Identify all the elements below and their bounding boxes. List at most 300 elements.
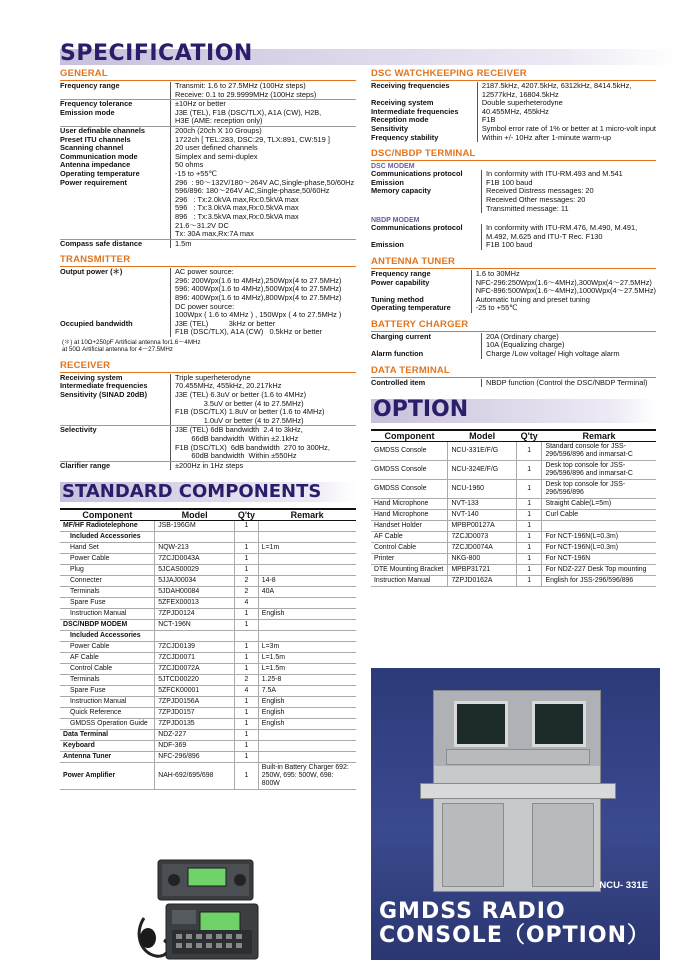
qty-cell: 1	[235, 730, 259, 741]
qty-cell: 2	[235, 675, 259, 686]
spec-key: Charging current	[371, 331, 431, 341]
remark-cell	[258, 741, 356, 752]
table-row	[371, 543, 656, 554]
spec-value-line: J3E (TEL) 6.3uV or better (1.6 to 4MHz)	[175, 390, 307, 400]
qty-cell: 1	[235, 543, 259, 554]
component-cell: DSC/NBDP MODEM	[60, 620, 155, 631]
spec-value	[482, 224, 657, 241]
spec-value-line: J3E (TEL), F1B (DSC/TLX), A1A (CW), H2B,	[175, 107, 322, 117]
spec-value-line: 70.455MHz, 455kHz, 20.217kHz	[175, 381, 282, 391]
table-row	[60, 675, 356, 686]
qty-cell: 4	[235, 686, 259, 697]
spec-value	[171, 179, 357, 240]
component-cell: GMDSS Operation Guide	[60, 719, 155, 730]
model-cell: NAH-692/695/698	[155, 763, 235, 790]
note-line: (＊) at 10Ω+250pF Artificial antenna for1.6～4MHz	[62, 339, 201, 347]
remark-cell: Desk top console for JSS-296/596/896	[542, 480, 656, 499]
component-cell: Hand Microphone	[371, 510, 448, 521]
spec-key: Compass safe distance	[60, 238, 143, 248]
table-row	[371, 461, 656, 480]
spec-value-line: J3E (TEL) 3kHz or better	[175, 318, 276, 328]
table-row	[60, 565, 356, 576]
remark-cell	[258, 620, 356, 631]
spec-key: Emission mode	[60, 109, 171, 127]
remark-cell: L=1.5m	[258, 653, 356, 664]
spec-row	[60, 391, 356, 426]
spec-value	[171, 426, 357, 461]
component-cell: GMDSS Console	[371, 461, 448, 480]
spec-value-line: -25 to +55℃	[475, 303, 518, 313]
spec-key: Sensitivity (SINAD 20dB)	[60, 391, 171, 426]
remark-cell	[258, 532, 356, 543]
column-header: Remark	[542, 430, 656, 442]
column-header: Model	[448, 430, 516, 442]
section-dsc-nbdp	[371, 148, 656, 250]
remark-cell: 7.5A	[258, 686, 356, 697]
model-cell: 7ZPJD0157	[155, 708, 235, 719]
spec-key: Occupied bandwidth	[60, 318, 133, 328]
spec-value-line: 596: 400Wpx(1.6 to 4MHz),500Wpx(4 to 27.5MHz)	[175, 284, 342, 294]
remark-cell: Standard console for JSS-296/596/896 and inmarsat-C	[542, 442, 656, 461]
component-cell: Connecter	[60, 576, 155, 587]
remark-cell: English	[258, 719, 356, 730]
model-cell: NFC-296/896	[155, 752, 235, 763]
standard-components-title-block	[60, 478, 356, 504]
spec-value-line: 296 : 90～132V/180～264V AC,Single-phase,50/60Hz	[175, 177, 355, 187]
component-cell: AF Cable	[60, 653, 155, 664]
model-cell	[155, 532, 235, 543]
qty-cell: 1	[235, 521, 259, 532]
spec-key: Antenna impedance	[60, 160, 131, 170]
spec-value	[171, 268, 357, 320]
antenna-tuner-heading: ANTENNA TUNER	[371, 256, 656, 269]
spec-value-line: F1B (DSC/TLX), A1A (CW) 0.5kHz or better	[175, 327, 323, 337]
model-cell: 5JJAJ00034	[155, 576, 235, 587]
console-monitor-right	[532, 701, 586, 747]
table-row	[371, 442, 656, 461]
remark-cell	[258, 752, 356, 763]
table-row	[60, 576, 356, 587]
remark-cell	[258, 730, 356, 741]
qty-cell: 1	[235, 642, 259, 653]
spec-key: User definable channels	[60, 125, 146, 135]
spec-value-line: 596/896: 180～264V AC,Single-phase,50/60Hz	[175, 186, 330, 196]
table-row	[60, 752, 356, 763]
spec-value-line: NFC-296:250Wpx(1.6～4MHz),300Wpx(4～27.5MHz)	[475, 277, 652, 287]
component-cell: Hand Microphone	[371, 499, 448, 510]
table-header-row	[60, 509, 356, 521]
option-title-block	[371, 395, 656, 425]
nbdp-modem-subheading: NBDP MODEM	[371, 217, 420, 225]
model-cell: 5JTCD00220	[155, 675, 235, 686]
dsc-receiver-heading: DSC WATCHKEEPING RECEIVER	[371, 68, 656, 81]
section-battery-charger	[371, 319, 656, 359]
spec-value	[171, 82, 357, 100]
qty-cell: 2	[235, 576, 259, 587]
spec-key: Frequency range	[371, 268, 431, 278]
spec-value-line: 3.5uV or better (4 to 27.5MHz)	[175, 398, 304, 408]
spec-row	[371, 350, 656, 359]
spec-value-line: Transmitted message: 11	[486, 203, 569, 213]
model-cell: NDF-369	[155, 741, 235, 752]
component-cell: Included Accessories	[60, 532, 155, 543]
qty-cell: 1	[516, 554, 542, 565]
model-cell: NCU-324E/F/G	[448, 461, 516, 480]
model-cell: 7ZCJD0073	[448, 532, 516, 543]
spec-value-line: M.492, M.625 and ITU-T Rec. F130	[486, 231, 603, 241]
left-column	[60, 68, 356, 790]
table-row	[371, 532, 656, 543]
table-row	[60, 730, 356, 741]
spec-key: Tuning method	[371, 294, 424, 304]
qty-cell: 1	[235, 565, 259, 576]
spec-value-line: Received Distress messages: 20	[486, 186, 594, 196]
section-dsc-receiver	[371, 68, 656, 142]
qty-cell: 1	[235, 708, 259, 719]
model-cell: NVT-140	[448, 510, 516, 521]
battery-charger-table	[371, 333, 656, 359]
spec-value-line: J3E (TEL) 6dB bandwidth 2.4 to 3kHz,	[175, 425, 303, 435]
spec-row	[60, 320, 356, 337]
console-monitor-left	[454, 701, 508, 747]
spec-row	[371, 134, 656, 143]
spec-value-line: 1.6 to 30MHz	[475, 268, 520, 278]
spec-key: Reception mode	[371, 115, 429, 125]
spec-key: Sensitivity	[371, 123, 408, 133]
table-row	[371, 565, 656, 576]
remark-cell: For NCT-196N(L=0.3m)	[542, 532, 656, 543]
table-row	[371, 576, 656, 587]
spec-value-line: H3E (AME: reception only)	[175, 116, 263, 126]
spec-value-line: NFC-896:500Wpx(1.6～4MHz),1000Wpx(4～27.5MHz)	[475, 286, 656, 296]
general-heading: GENERAL	[60, 68, 356, 81]
console-desk	[420, 783, 616, 799]
model-cell: NCT-196N	[155, 620, 235, 631]
dsc-modem-table	[371, 170, 656, 213]
component-cell: Keyboard	[60, 741, 155, 752]
spec-value-line: ±10Hz or better	[175, 99, 226, 109]
component-cell: MF/HF Radiotelephone	[60, 521, 155, 532]
spec-row	[371, 187, 656, 213]
spec-key: Communication mode	[60, 151, 138, 161]
table-row	[60, 664, 356, 675]
spec-value	[171, 109, 357, 127]
spec-value-line: 1.5m	[175, 238, 192, 248]
qty-cell: 1	[235, 609, 259, 620]
model-cell: NDZ-227	[155, 730, 235, 741]
section-general	[60, 68, 356, 248]
column-header: Component	[60, 509, 155, 521]
remark-cell: Curl Cable	[542, 510, 656, 521]
table-row	[371, 510, 656, 521]
section-data-terminal	[371, 365, 656, 388]
model-cell	[155, 631, 235, 642]
model-cell: NCU-1960	[448, 480, 516, 499]
dsc-nbdp-heading: DSC/NBDP TERMINAL	[371, 148, 656, 161]
spec-value	[477, 82, 656, 99]
remark-cell: 14-8	[258, 576, 356, 587]
table-row	[60, 587, 356, 598]
spec-row	[371, 333, 656, 350]
spec-value	[482, 350, 657, 359]
qty-cell: 1	[235, 741, 259, 752]
column-header: Q'ty	[516, 430, 542, 442]
spec-key: Frequency tolerance	[60, 99, 133, 109]
model-cell: 7ZPJD0124	[155, 609, 235, 620]
qty-cell: 1	[516, 480, 542, 499]
component-cell: GMDSS Console	[371, 442, 448, 461]
spec-key: Frequency range	[60, 82, 171, 100]
spec-value-line: Simplex and semi-duplex	[175, 151, 258, 161]
component-cell: GMDSS Console	[371, 480, 448, 499]
qty-cell: 1	[235, 763, 259, 790]
table-row	[60, 631, 356, 642]
column-header: Q'ty	[235, 509, 259, 521]
remark-cell: 40A	[258, 587, 356, 598]
model-cell: NQW-213	[155, 543, 235, 554]
column-header: Remark	[258, 509, 356, 521]
model-cell: JSB-196GM	[155, 521, 235, 532]
console-photo	[371, 668, 660, 960]
console-image	[433, 690, 601, 892]
spec-key: Intermediate frequencies	[60, 381, 148, 391]
standard-components-table	[60, 508, 356, 790]
spec-row	[371, 304, 656, 313]
spec-value-line: ±200Hz in 1Hz steps	[175, 460, 244, 470]
spec-key: Alarm function	[371, 349, 424, 359]
table-row	[60, 598, 356, 609]
standard-components-title: STANDARD COMPONENTS	[62, 481, 322, 503]
model-cell: 5ZFEX00013	[155, 598, 235, 609]
remark-cell: Desk top console for JSS-296/596/896 and inmarsat-C	[542, 461, 656, 480]
spec-value-line: Transmit: 1.6 to 27.5MHz (100Hz steps)	[175, 81, 306, 90]
spec-value-line: 1722ch [ TEL:283, DSC:29, TLX:891, CW:519 ]	[175, 134, 330, 144]
right-column	[371, 68, 656, 587]
spec-value	[482, 241, 657, 250]
spec-row	[371, 379, 656, 388]
model-cell: 7ZPJD0156A	[155, 697, 235, 708]
spec-key: Receiving system	[60, 372, 123, 382]
component-cell: Quick Reference	[60, 708, 155, 719]
table-row	[60, 697, 356, 708]
spec-key: Receiving system	[371, 98, 434, 108]
spec-row	[371, 279, 656, 296]
receiver-table	[60, 374, 356, 471]
column-header: Model	[155, 509, 235, 521]
spec-key: Scanning channel	[60, 143, 124, 153]
spec-value-line: F1B (DSC/TLX) 6dB bandwidth 270 to 300Hz,	[175, 442, 330, 452]
spec-value-line: Automatic tuning and preset tuning	[475, 294, 590, 304]
spec-value-line: 50 ohms	[175, 160, 204, 170]
table-row	[371, 521, 656, 532]
table-row	[60, 532, 356, 543]
remark-cell: English	[258, 708, 356, 719]
spec-value-line: Received Other messages: 20	[486, 194, 586, 204]
section-antenna-tuner	[371, 256, 656, 313]
table-row	[60, 763, 356, 790]
table-row	[60, 719, 356, 730]
qty-cell: 1	[516, 532, 542, 543]
qty-cell: 1	[516, 461, 542, 480]
model-cell: NKG-800	[448, 554, 516, 565]
spec-value-line: 896 : Tx:3.5kVA max,Rx:0.5kVA max	[175, 211, 299, 221]
component-cell: Control Cable	[371, 543, 448, 554]
qty-cell	[235, 532, 259, 543]
console-cabinet-left	[442, 803, 504, 887]
qty-cell: 1	[235, 620, 259, 631]
remark-cell	[258, 554, 356, 565]
console-title	[379, 900, 650, 948]
console-cabinet-right	[532, 803, 594, 887]
spec-value-line: Receive: 0.1 to 29.9999MHz (100Hz steps)	[175, 89, 317, 99]
component-cell: Handset Holder	[371, 521, 448, 532]
spec-value-line: 21.6～31.2V DC	[175, 220, 229, 230]
spec-value-line: In conformity with ITU-RM.476, M.490, M.491,	[486, 223, 638, 233]
qty-cell: 1	[516, 565, 542, 576]
remark-cell: Built-in Battery Charger 692: 250W, 695: 500W, 698: 800W	[258, 763, 356, 790]
qty-cell: 1	[235, 719, 259, 730]
spec-value	[471, 279, 656, 296]
spec-value-line: 60dB bandwidth Within ±550Hz	[175, 451, 297, 461]
remark-cell: Straight Cable(L=5m)	[542, 499, 656, 510]
qty-cell: 2	[235, 587, 259, 598]
console-title-line-2: CONSOLE（OPTION）	[379, 923, 650, 948]
spec-value-line: 10A (Equalizing charge)	[486, 340, 565, 350]
remark-cell: For NCT-196N	[542, 554, 656, 565]
spec-row	[371, 241, 656, 250]
qty-cell: 1	[235, 554, 259, 565]
spec-value-line: Double superheterodyne	[481, 98, 563, 108]
model-cell: NVT-133	[448, 499, 516, 510]
spec-value-line: F1B 100 baud	[486, 177, 533, 187]
spec-value	[482, 333, 657, 350]
antenna-tuner-table	[371, 270, 656, 313]
spec-row	[60, 461, 356, 470]
spec-row	[60, 239, 356, 248]
spec-key: Preset ITU channels	[60, 134, 131, 144]
remark-cell: For NDZ-227 Desk Top mounting	[542, 565, 656, 576]
spec-value-line: 200ch (20ch X 10 Groups)	[175, 125, 262, 135]
model-cell: MPBP00127A	[448, 521, 516, 532]
spec-value-line: AC power source:	[175, 267, 234, 277]
component-cell: Spare Fuse	[60, 598, 155, 609]
spec-value	[477, 134, 656, 143]
remark-cell: English for JSS-296/596/896	[542, 576, 656, 587]
page-title: SPECIFICATION	[60, 41, 253, 66]
spec-value-line: Tx: 30A max,Rx:7A max	[175, 229, 254, 239]
spec-key: Operating temperature	[60, 168, 140, 178]
table-row	[60, 686, 356, 697]
spec-key: Controlled item	[371, 377, 426, 387]
section-receiver	[60, 360, 356, 471]
spec-value-line: In conformity with ITU-RM.493 and M.541	[486, 169, 623, 179]
spec-value-line: Within +/- 10Hz after 1-minute warm-up	[481, 132, 612, 142]
spec-value-line: Triple superheterodyne	[175, 372, 251, 382]
spec-value-line: 12577kHz, 16804.5kHz	[481, 89, 559, 99]
component-cell: Data Terminal	[60, 730, 155, 741]
spec-value	[171, 391, 357, 426]
spec-value	[482, 187, 657, 213]
remark-cell: English	[258, 609, 356, 620]
data-terminal-table	[371, 379, 656, 388]
qty-cell: 1	[516, 510, 542, 521]
component-cell: Power Cable	[60, 642, 155, 653]
component-cell: Terminals	[60, 587, 155, 598]
remark-cell: L=1.5m	[258, 664, 356, 675]
spec-row	[60, 109, 356, 127]
console-model-label: NCU- 331E	[599, 880, 648, 891]
transmitter-note	[60, 339, 356, 354]
spec-key: Communications protocol	[371, 169, 463, 179]
general-table	[60, 82, 356, 248]
spec-key: Frequency stability	[371, 132, 439, 142]
remark-cell: 1.25-8	[258, 675, 356, 686]
component-cell: Instruction Manual	[371, 576, 448, 587]
table-header-row	[371, 430, 656, 442]
spec-value-line: 296 : Tx:2.0kVA max,Rx:0.5kVA max	[175, 194, 299, 204]
spec-row	[371, 224, 656, 241]
component-cell: DTE Mounting Bracket	[371, 565, 448, 576]
spec-value-line: Charge /Low voltage/ High voltage alarm	[486, 349, 620, 359]
component-cell: Control Cable	[60, 664, 155, 675]
table-row	[60, 521, 356, 532]
qty-cell: 1	[516, 442, 542, 461]
spec-row	[371, 82, 656, 99]
data-terminal-heading: DATA TERMINAL	[371, 365, 656, 378]
spec-value-line: Symbol error rate of 1% or better at 1 micro-volt input	[481, 123, 656, 133]
remark-cell	[258, 598, 356, 609]
battery-charger-heading: BATTERY CHARGER	[371, 319, 656, 332]
transmitter-table	[60, 268, 356, 337]
qty-cell: 1	[516, 521, 542, 532]
spec-row	[60, 268, 356, 320]
nbdp-modem-table	[371, 224, 656, 250]
spec-value-line: 20A (Ordinary charge)	[486, 331, 559, 341]
remark-cell	[542, 521, 656, 532]
console-title-line-1: GMDSS RADIO	[379, 899, 566, 924]
remark-cell	[258, 631, 356, 642]
component-cell: Included Accessories	[60, 631, 155, 642]
column-header: Component	[371, 430, 448, 442]
component-cell: Plug	[60, 565, 155, 576]
table-row	[60, 609, 356, 620]
spec-value-line: F1B 100 baud	[486, 240, 533, 250]
qty-cell	[235, 631, 259, 642]
qty-cell: 1	[235, 752, 259, 763]
table-row	[60, 653, 356, 664]
spec-value-line: 40.455MHz, 455kHz	[481, 106, 549, 116]
model-cell: NCU-331E/F/G	[448, 442, 516, 461]
component-cell: AF Cable	[371, 532, 448, 543]
model-cell: 7ZCJD0139	[155, 642, 235, 653]
remark-cell	[258, 565, 356, 576]
option-table	[371, 429, 656, 587]
spec-value-line: 296: 200Wpx(1.6 to 4MHz),250Wpx(4 to 27.5MHz)	[175, 275, 342, 285]
table-row	[371, 480, 656, 499]
table-row	[60, 554, 356, 565]
component-cell: Spare Fuse	[60, 686, 155, 697]
component-cell: Power Cable	[60, 554, 155, 565]
spec-value-line: 100Wpx ( 1.6 to 4MHz ) , 150Wpx ( 4 to 27.5MHz )	[175, 310, 342, 320]
table-row	[371, 499, 656, 510]
spec-key: Power requirement	[60, 179, 171, 240]
model-cell: MPBP31721	[448, 565, 516, 576]
model-cell: 5ZFCK00001	[155, 686, 235, 697]
table-row	[60, 642, 356, 653]
qty-cell: 1	[516, 499, 542, 510]
qty-cell: 1	[235, 697, 259, 708]
component-cell: Power Amplifier	[60, 763, 155, 790]
